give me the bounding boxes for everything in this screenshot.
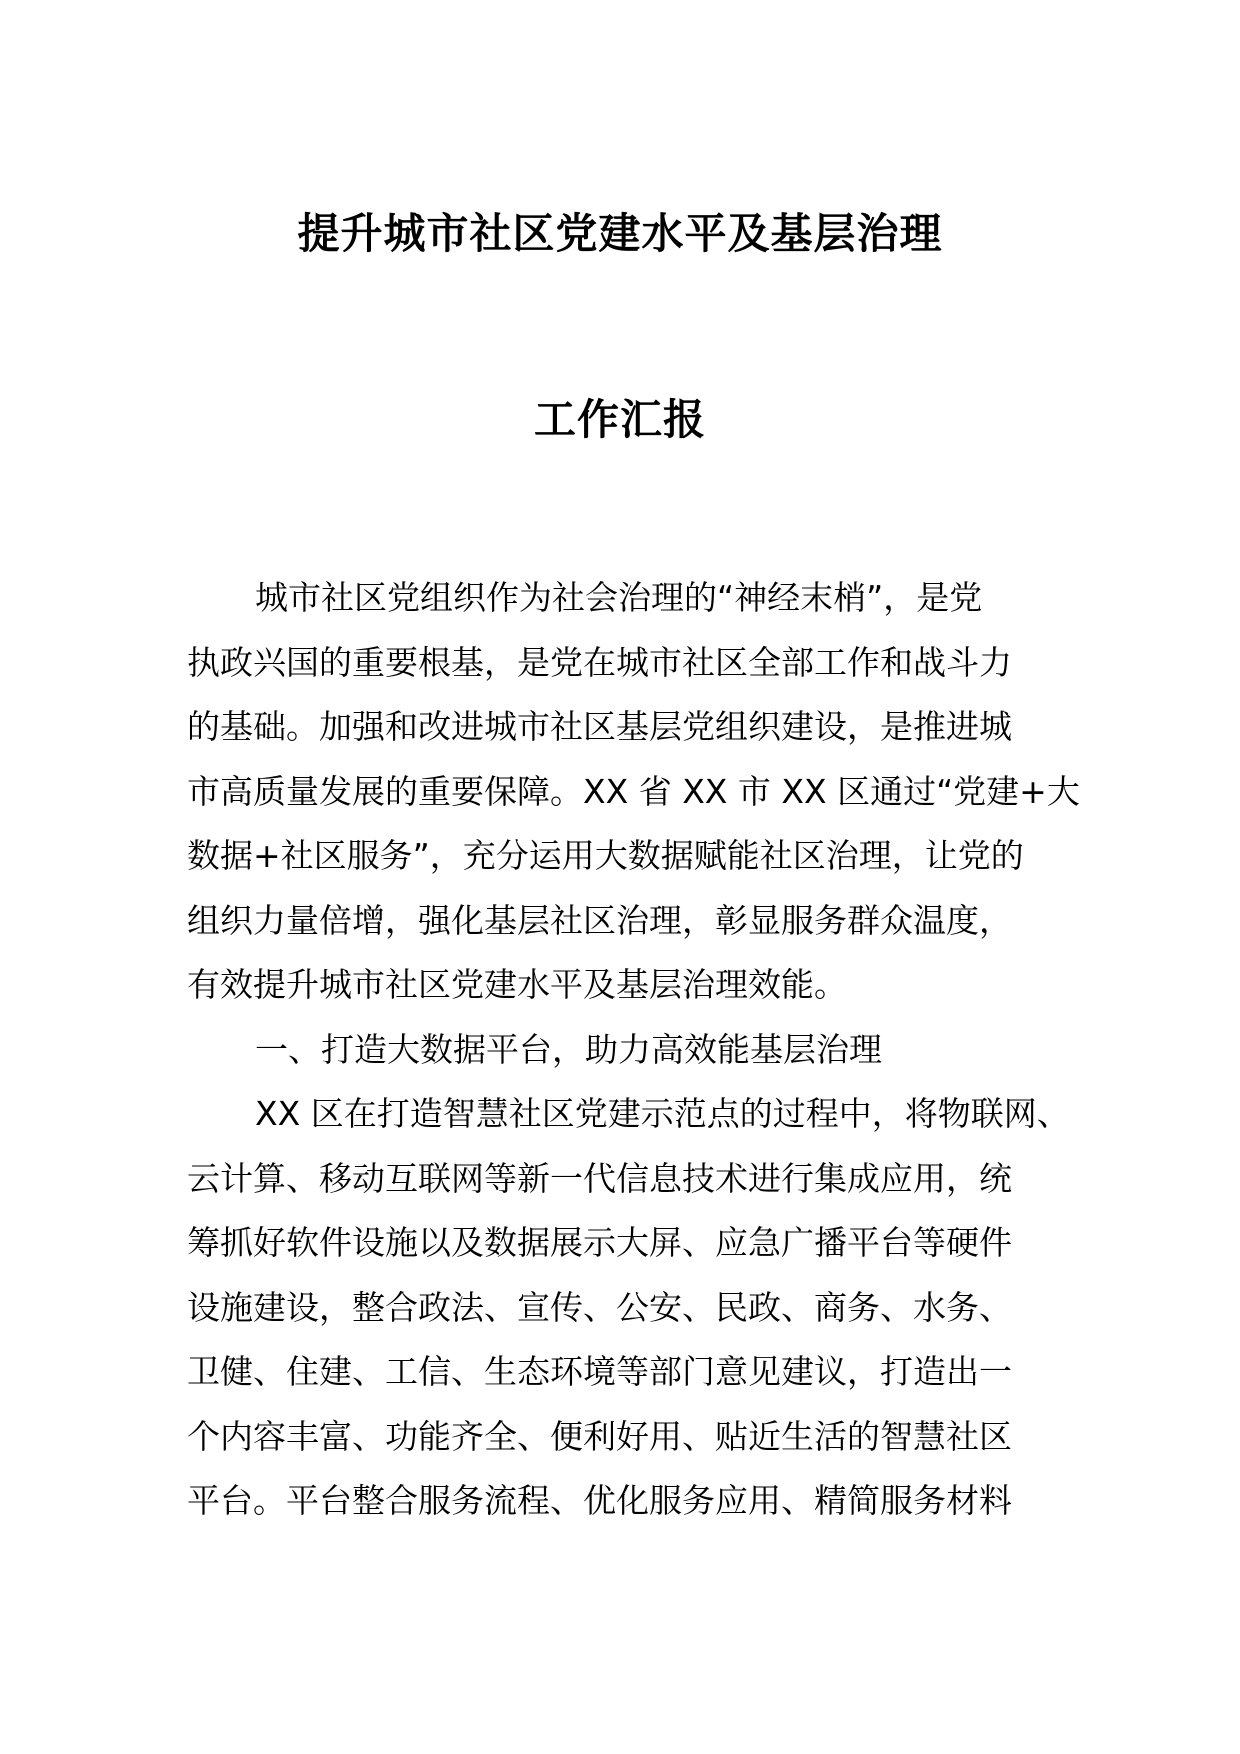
body-line: 卫健、住建、工信、生态环境等部门意见建议，打造出一 — [187, 1352, 1012, 1391]
body-line: 的基础。加强和改进城市社区基层党组织建设，是推进城 — [187, 707, 1012, 746]
body-line: 个内容丰富、功能齐全、便利好用、贴近生活的智慧社区 — [187, 1417, 1012, 1456]
body-line: 组织力量倍增，强化基层社区治理，彰显服务群众温度， — [187, 901, 1012, 940]
body-line: 云计算、移动互联网等新一代信息技术进行集成应用，统 — [187, 1159, 1012, 1198]
body-line: 设施建设，整合政法、宣传、公安、民政、商务、水务、 — [187, 1288, 1012, 1327]
body-line: 筹抓好软件设施以及数据展示大屏、应急广播平台等硬件 — [187, 1223, 1012, 1262]
body-line: XX 区在打造智慧社区党建示范点的过程中，将物联网、 — [255, 1094, 1070, 1133]
body-line: 数据+社区服务”，充分运用大数据赋能社区治理，让党的 — [187, 836, 1024, 875]
body-line: 有效提升城市社区党建水平及基层治理效能。 — [187, 965, 847, 1004]
body-line: 执政兴国的重要根基，是党在城市社区全部工作和战斗力 — [187, 643, 1012, 682]
body-line: 市高质量发展的重要保障。XX 省 XX 市 XX 区通过“党建+大 — [187, 772, 1080, 811]
section-heading: 一、打造大数据平台，助力高效能基层治理 — [255, 1030, 882, 1069]
body-line: 城市社区党组织作为社会治理的“神经末梢”，是党 — [255, 578, 983, 617]
document-title-line-1: 提升城市社区党建水平及基层治理 — [297, 209, 943, 258]
document-title-line-2: 工作汇报 — [533, 395, 706, 444]
body-line: 平台。平台整合服务流程、优化服务应用、精简服务材料 — [187, 1481, 1012, 1520]
